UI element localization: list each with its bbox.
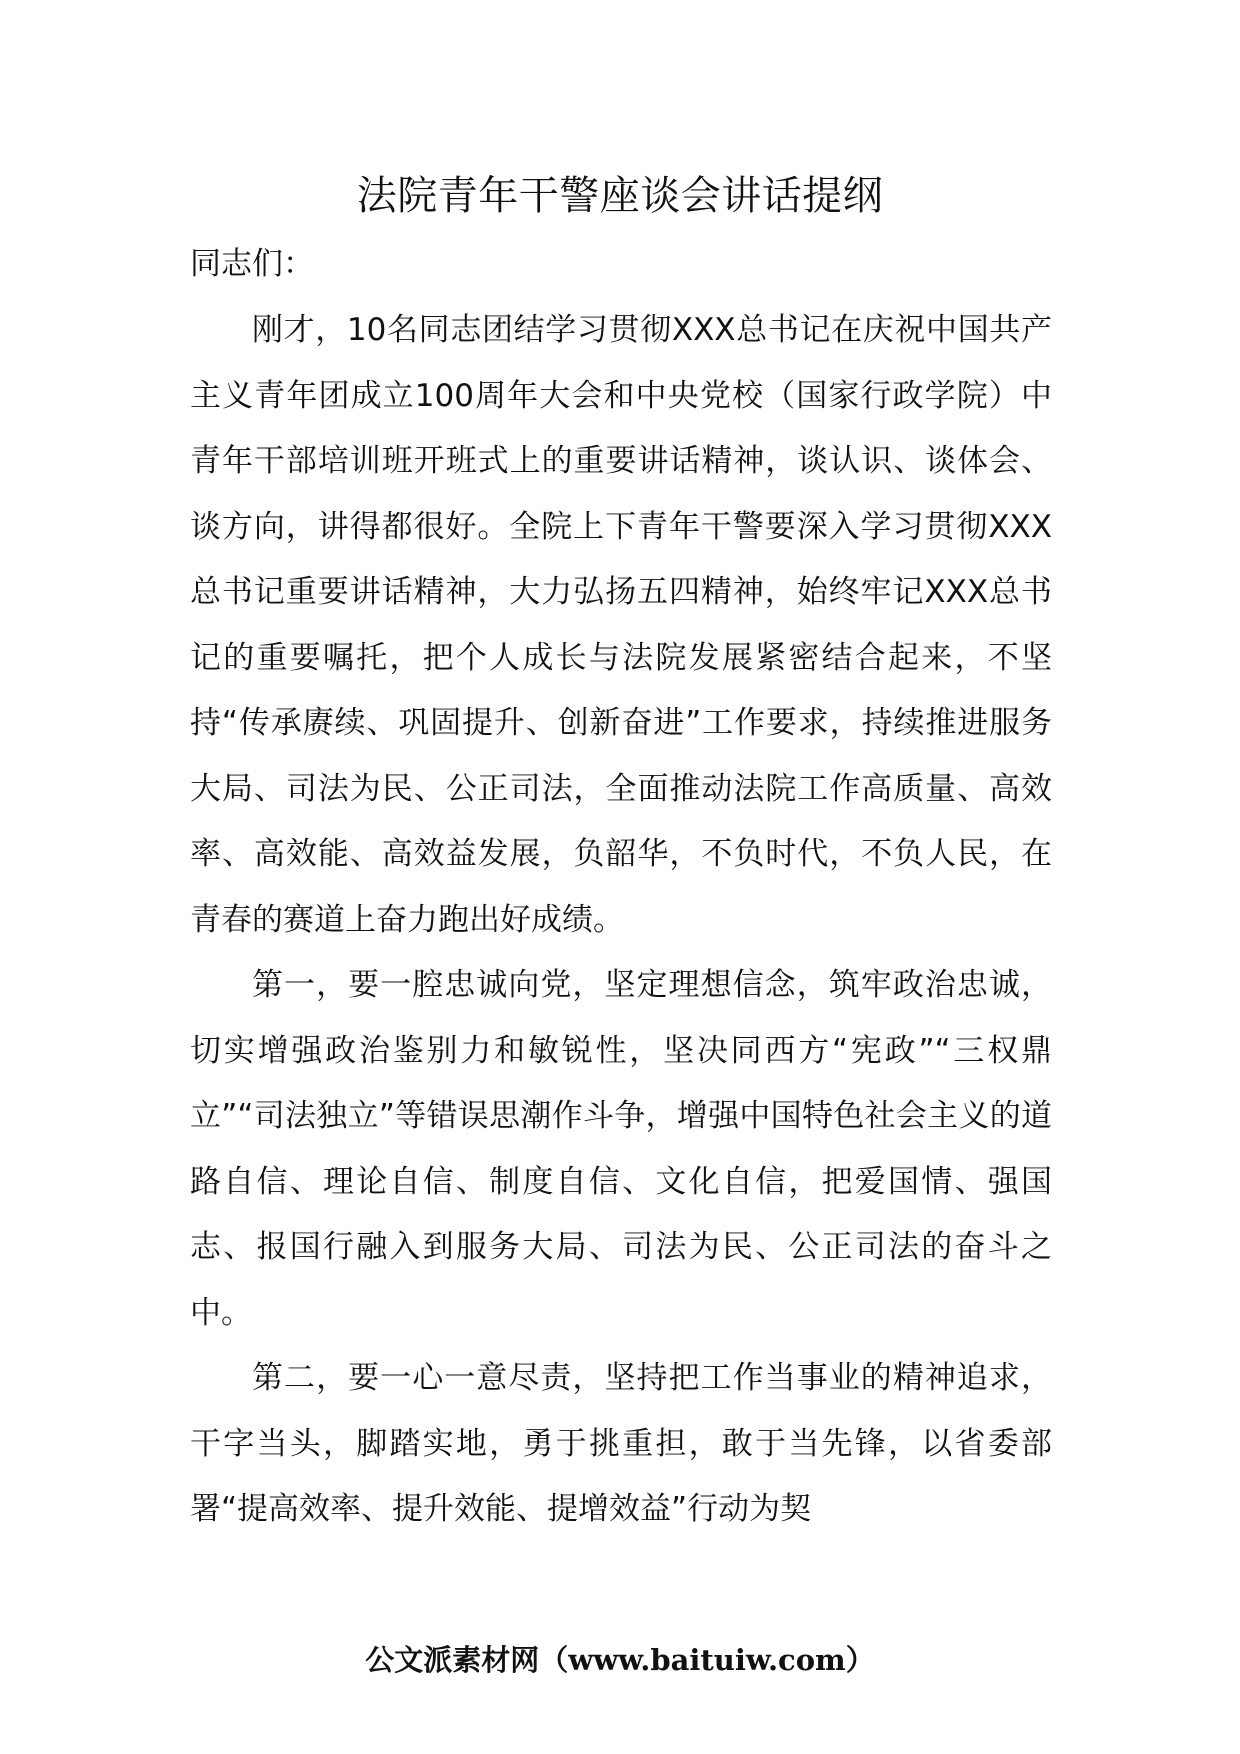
paragraph-first-point: 第一，要一腔忠诚向党，坚定理想信念，筑牢政治忠诚，切实增强政治鉴别力和敏锐性，坚决同西方“宪政”“三权鼎立”“司法独立”等错误思潮作斗争，增强中国特色社会主义的道路自信、理论自信、制度自信、文化自信，把爱国情、强国志、报国行融入到服务大局、司法为民、公正司法的奋斗之中。 — [190, 967, 1052, 1331]
paragraph-intro: 刚才，10名同志团结学习贯彻XXX总书记在庆祝中国共产主义青年团成立100周年大会和中央党校（国家行政学院）中青年干部培训班开班式上的重要讲话精神，谈认识、谈体会、谈方向，讲得都很好。全院上下青年干警要深入学习贯彻XXX总书记重要讲话精神，大力弘扬五四精神，始终牢记XXX总书记的重要嘱托，把个人成长与法院发展紧密结合起来，不坚持“传承赓续、巩固提升、创新奋进”工作要求，持续推进服务大局、司法为民、公正司法，全面推动法院工作高质量、高效率、高效能、高效益发展，负韶华，不负时代，不负人民，在青春的赛道上奋力跑出好成绩。 — [190, 312, 1052, 938]
salutation: 同志们： — [190, 246, 314, 282]
paragraph-second-point: 第二，要一心一意尽责，坚持把工作当事业的精神追求，干字当头，脚踏实地，勇于挑重担，敢于当先锋，以省委部署“提高效率、提升效能、提增效益”行动为契 — [190, 1360, 1052, 1527]
document-body — [190, 298, 1052, 1543]
footer-watermark: 公文派素材网（www.baituiw.com） — [365, 1643, 875, 1677]
page-title: 法院青年干警座谈会讲话提纲 — [356, 173, 884, 219]
